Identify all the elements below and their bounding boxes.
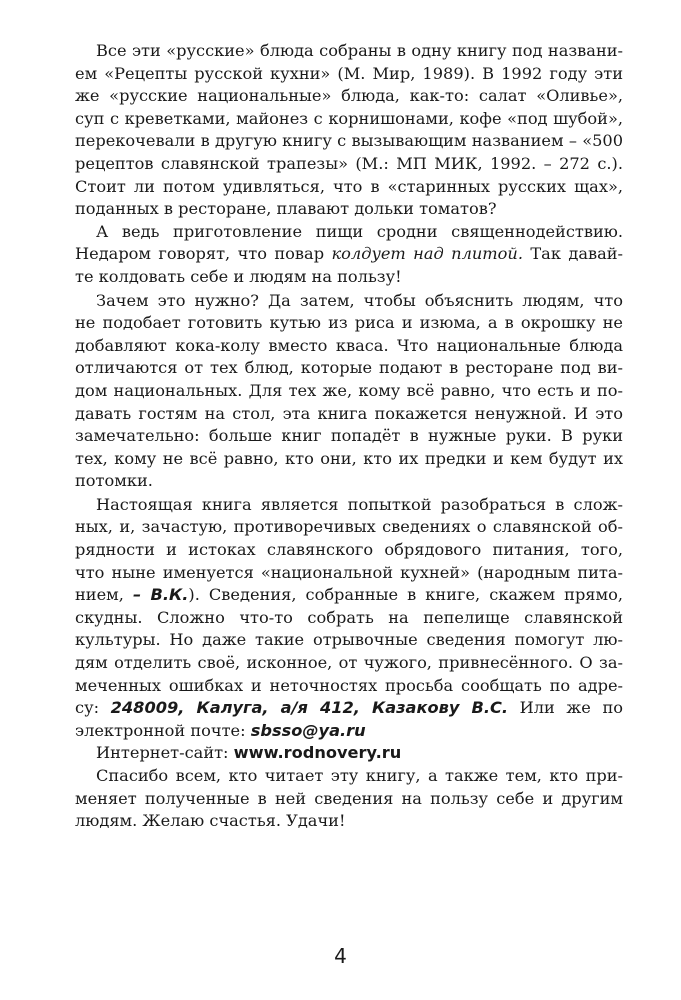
paragraph-4 (75, 494, 623, 743)
text-line: те колдовать себе и людям на пользу! (75, 266, 402, 286)
text-line: перекочевали в другую книгу с вызывающим названием – «500 (75, 131, 623, 151)
email-address: sbsso@ya.ru (250, 720, 366, 740)
text-line: рядности и истоках славянского обрядового питания, того, (75, 540, 623, 560)
text-line: дям отделить своё, исконное, от чужого, привнесённого. О за- (75, 653, 623, 673)
text-line: рецептов славянской трапезы» (М.: МП МИК, 1992. – 272 с.). (75, 153, 623, 173)
page-number: 4 (334, 944, 347, 968)
paragraph-1 (75, 40, 623, 221)
text-line: поданных в ресторане, плавают дольки томатов? (75, 199, 497, 219)
text-line: тех, кому не всё равно, кто они, кто их предки и кем будут их (75, 448, 623, 468)
text-line: Зачем это нужно? Да затем, чтобы объяснить людям, что (96, 290, 623, 310)
text-line: нием, – В.К.). Сведения, собранные в книге, скажем прямо, (75, 585, 623, 605)
text-line: Все эти «русские» блюда собраны в одну книгу под названи- (96, 41, 623, 60)
text-line: Спасибо всем, кто читает эту книгу, а также тем, кто при- (96, 766, 623, 785)
text-line: же «русские национальные» блюда, как-то: салат «Оливье», (75, 86, 623, 106)
text-line: отличаются от тех блюд, которые подают в ресторане под ви- (75, 358, 623, 378)
text-line: Настоящая книга является попыткой разобраться в слож- (96, 494, 623, 514)
italic-phrase: колдует над плитой. (331, 244, 523, 264)
paragraph-6 (75, 765, 623, 833)
paragraph-5 (75, 742, 623, 765)
text-line: ем «Рецепты русской кухни» (М. Мир, 1989). В 1992 году эти (75, 63, 623, 83)
text-line: потомки. (75, 471, 153, 491)
text-line: А ведь приготовление пищи сродни священнодействию. (96, 221, 623, 241)
text-line: меняет полученные в ней сведения на пользу себе и другим (75, 788, 623, 808)
text-line: добавляют кока-колу вместо кваса. Что национальные блюда (75, 335, 623, 355)
text-line: ных, и, зачастую, противоречивых сведениях о славянской об- (75, 517, 623, 537)
text-line: замечательно: больше книг попадёт в нужные руки. В руки (75, 426, 623, 446)
text-line: электронной почте: sbsso@ya.ru (75, 720, 366, 740)
text-line: дом национальных. Для тех же, кому всё равно, что есть и по- (75, 380, 623, 400)
text-line: скудны. Сложно что-то собрать на пепелище славянской (75, 607, 623, 627)
text-line: Недаром говорят, что повар колдует над плитой. Так давай- (75, 244, 624, 264)
page-body-text (75, 40, 623, 833)
author-initials: – В.К. (132, 585, 189, 605)
postal-address: 248009, Калуга, а/я 412, Казакову В.С. (110, 698, 508, 718)
text-line: давать гостям на стол, эта книга покажется ненужной. И это (75, 403, 623, 423)
paragraph-2 (75, 221, 623, 289)
text-line: людям. Желаю счастья. Удачи! (75, 811, 346, 831)
text-line: Интернет-сайт: www.rodnovery.ru (96, 743, 402, 763)
text-line: культуры. Но даже такие отрывочные сведения помогут лю- (75, 630, 623, 650)
text-line: су: 248009, Калуга, а/я 412, Казакову В.С. Или же по (75, 698, 623, 718)
website-address: www.rodnovery.ru (233, 743, 402, 763)
text-line: Стоит ли потом удивляться, что в «старинных русских щах», (75, 176, 623, 196)
text-line: что ныне именуется «национальной кухней» (народным пита- (75, 562, 623, 582)
text-line: не подобает готовить кутью из риса и изюма, а в окрошку не (75, 313, 623, 333)
paragraph-3 (75, 290, 623, 493)
text-line: суп с креветками, майонез с корнишонами, кофе «под шубой», (75, 108, 623, 128)
text-line: меченных ошибках и неточностях просьба сообщать по адре- (75, 675, 623, 695)
